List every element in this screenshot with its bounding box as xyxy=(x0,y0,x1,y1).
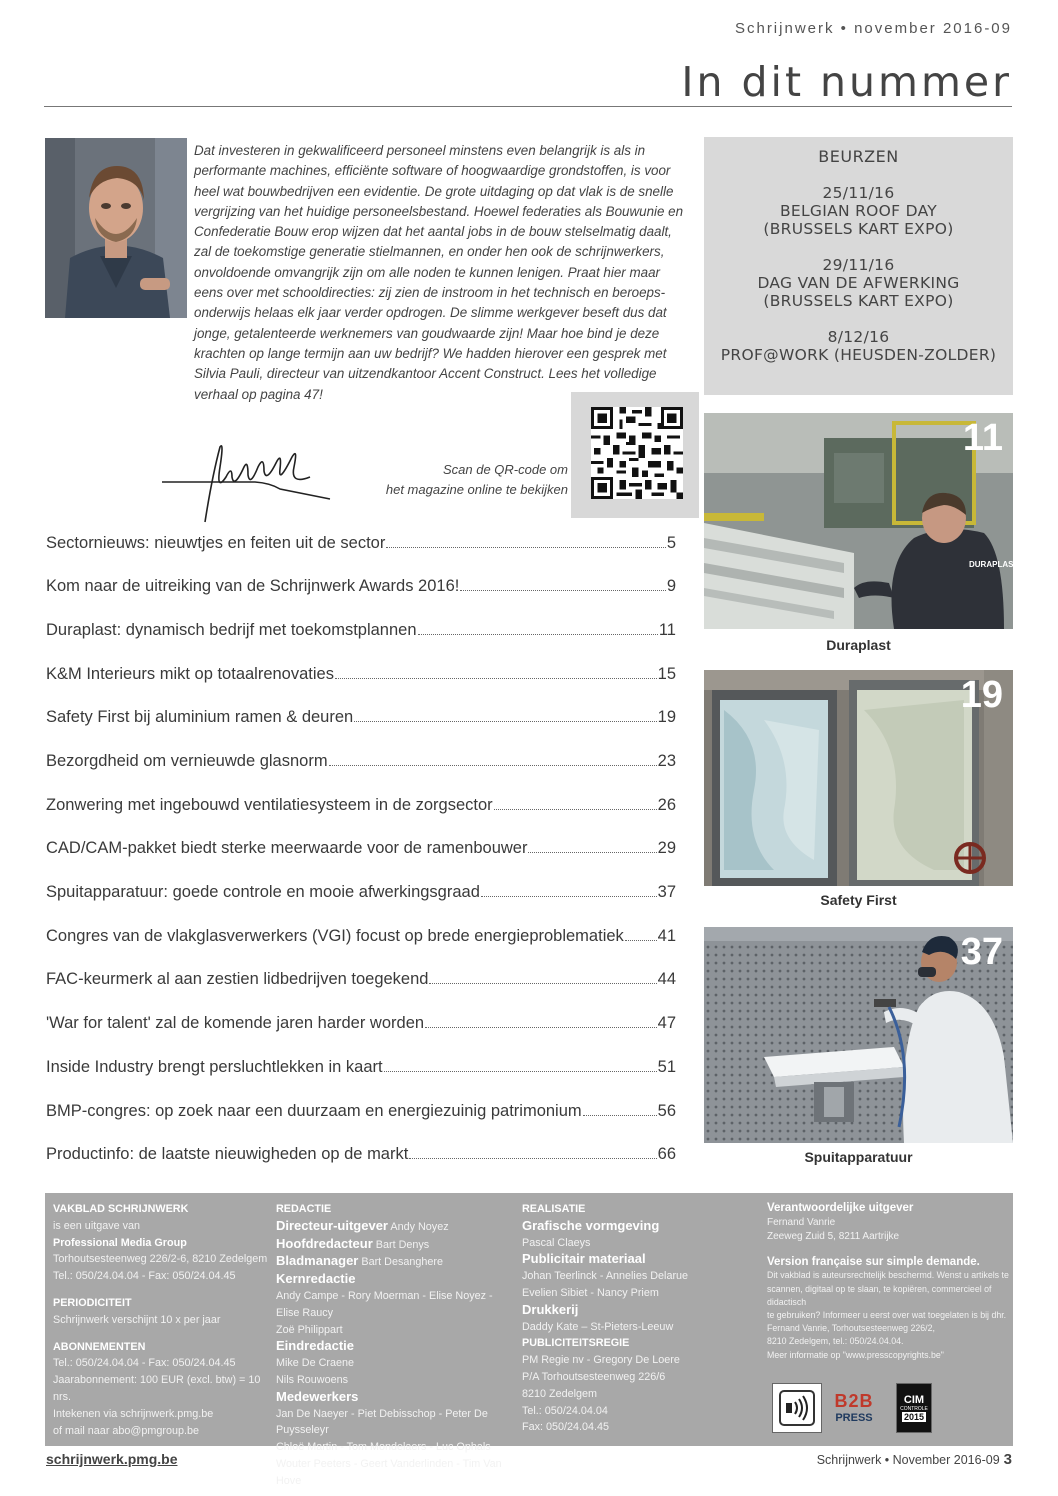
colophon-line: Torhoutsesteenweg 226/2-6, 8210 Zedelgem xyxy=(53,1253,268,1266)
toc-leader xyxy=(409,1158,656,1159)
colophon-line: Tel.: 050/24.04.04 - Fax: 050/24.04.45 xyxy=(53,1270,236,1283)
copyright-line: te gebruiken? Informeer u eerst over wat toegelaten is bij dhr. xyxy=(767,1309,1007,1320)
toc-title: Spuitapparatuur: goede controle en mooie afwerkingsgraad xyxy=(46,883,480,901)
toc-title: Kom naar de uitreiking van de Schrijnwerk Awards 2016! xyxy=(46,577,460,595)
toc-title: Congres van de vlakglasverwerkers (VGI) focust op brede energieproblematiek xyxy=(46,927,624,945)
role-name: Bart Desanghere xyxy=(361,1256,444,1269)
toc-title: Sectornieuws: nieuwtjes en feiten uit de sector xyxy=(46,534,386,552)
toc-title: Duraplast: dynamisch bedrijf met toekomstplannen xyxy=(46,621,417,639)
toc-page: 5 xyxy=(666,534,676,552)
role-name: Wouter Peeters - Geert Vanderlinden - Tim Van Hove xyxy=(276,1457,502,1487)
fairs-heading: BEURZEN xyxy=(818,147,899,166)
toc-page: 29 xyxy=(657,839,676,857)
role-name: Andy Noyez xyxy=(390,1220,449,1233)
b2b-text: B2B xyxy=(834,1390,874,1411)
toc-page: 56 xyxy=(657,1102,676,1120)
role-name: Andy Campe - Rory Moerman - Elise Noyez - Elise Raucy xyxy=(276,1289,493,1319)
toc-leader xyxy=(429,983,656,984)
role-name: Zoë Philippart xyxy=(276,1323,343,1336)
toc-title: Bezorgdheid om vernieuwde glasnorm xyxy=(46,752,328,770)
toc-page: 41 xyxy=(657,927,676,945)
toc-title: BMP-congres: op zoek naar een duurzaam en energiezuinig patrimonium xyxy=(46,1102,582,1120)
colophon-heading: PERIODICITEIT xyxy=(53,1296,132,1309)
toc-entry[interactable] xyxy=(46,789,676,815)
fair-name: BELGIAN ROOF DAY xyxy=(779,202,938,220)
cim-sub-text: CONTROLE xyxy=(900,1406,928,1412)
colophon-line: Schrijnwerk verschijnt 10 x per jaar xyxy=(53,1313,221,1326)
cim-logo xyxy=(896,1383,932,1433)
toc-entry[interactable] xyxy=(46,745,676,771)
page-title: In dit nummer xyxy=(681,58,1012,106)
toc-leader xyxy=(329,765,657,766)
fair-item xyxy=(704,256,1013,310)
role-name: Nils Rouwoens xyxy=(276,1373,349,1386)
colophon-line: Zeeweg Zuid 5, 8211 Aartrijke xyxy=(767,1231,900,1243)
toc-entry[interactable] xyxy=(46,920,676,946)
role-label: Medewerkers xyxy=(276,1388,359,1404)
safety-first-photo[interactable] xyxy=(704,670,1013,886)
toc-leader xyxy=(583,1115,657,1116)
colophon-line: P/A Torhoutsesteenweg 226/6 xyxy=(522,1370,666,1383)
photo-caption: Duraplast xyxy=(826,637,891,653)
colophon-line: Fernand Vanrie xyxy=(767,1216,836,1228)
toc-leader xyxy=(625,940,657,941)
fair-date: 8/12/16 xyxy=(827,328,890,346)
toc-leader xyxy=(384,1071,657,1072)
toc-title: Inside Industry brengt persluchtlekken in kaart xyxy=(46,1058,383,1076)
copyright-line: 8210 Zedelgem, tel.: 050/24.04.04. xyxy=(767,1336,904,1347)
photo-caption: Spuitapparatuur xyxy=(804,1149,913,1165)
qr-caption xyxy=(360,460,568,500)
photo-page-number: 37 xyxy=(960,931,1003,973)
toc-title: Zonwering met ingebouwd ventilatiesysteem in de zorgsector xyxy=(46,796,493,814)
toc-entry[interactable] xyxy=(46,527,676,553)
colophon-line: is een uitgave van xyxy=(53,1219,141,1232)
toc-entry[interactable] xyxy=(46,570,676,596)
toc-page: 44 xyxy=(657,970,676,988)
role-label: Drukkerij xyxy=(522,1301,579,1317)
fair-item xyxy=(704,184,1013,238)
toc-leader xyxy=(460,590,665,591)
colophon-line: Tel.: 050/24.04.04 xyxy=(522,1404,608,1417)
toc-entry[interactable] xyxy=(46,614,676,640)
photo-caption: Safety First xyxy=(820,892,897,908)
colophon-line: 8210 Zedelgem xyxy=(522,1387,598,1400)
colophon-editorial xyxy=(276,1201,514,1490)
toc-page: 9 xyxy=(666,577,676,595)
role-name: Pascal Claeys xyxy=(522,1236,591,1249)
toc-page: 51 xyxy=(657,1058,676,1076)
b2b-press-logo xyxy=(826,1383,882,1431)
press-copyright-logo xyxy=(772,1383,822,1433)
fairs-box xyxy=(704,137,1013,395)
cim-text: CIM xyxy=(903,1394,925,1406)
colophon-line: Tel.: 050/24.04.04 - Fax: 050/24.04.45 xyxy=(53,1357,236,1370)
role-name: Bart Denys xyxy=(375,1238,430,1251)
role-label: Kernredactie xyxy=(276,1271,356,1287)
toc-leader xyxy=(494,809,657,810)
toc-page: 66 xyxy=(657,1145,676,1163)
subscribe-link[interactable]: Intekenen via schrijnwerk.pmg.be xyxy=(53,1407,214,1420)
press-text: PRESS xyxy=(835,1411,873,1424)
qr-caption-line-1: Scan de QR-code om xyxy=(442,462,568,477)
footer-meta xyxy=(817,1451,1012,1468)
toc-leader xyxy=(418,634,658,635)
colophon-line: Jaarabonnement: 100 EUR (excl. btw) = 10 nrs. xyxy=(53,1374,261,1403)
toc-page: 37 xyxy=(657,883,676,901)
fair-name: DAG VAN DE AFWERKING xyxy=(757,274,960,292)
role-name: Jan De Naeyer - Piet Debisschop - Peter De Puysseleyr xyxy=(276,1407,488,1437)
toc-title: Safety First bij aluminium ramen & deuren xyxy=(46,708,354,726)
french-version-note: Version française sur simple demande. xyxy=(767,1255,980,1268)
publisher-name: Professional Media Group xyxy=(53,1236,187,1249)
toc-entry[interactable] xyxy=(46,876,676,902)
toc-leader xyxy=(425,1027,657,1028)
toc-title: Productinfo: de laatste nieuwigheden op de markt xyxy=(46,1145,409,1163)
qr-caption-line-2: het magazine online te bekijken xyxy=(385,482,568,497)
toc-leader xyxy=(528,852,656,853)
website-link[interactable]: schrijnwerk.pmg.be xyxy=(46,1451,178,1467)
toc-page: 47 xyxy=(657,1014,676,1032)
colophon-heading: Verantwoordelijke uitgever xyxy=(767,1202,914,1214)
shirt-text: DURAPLAST xyxy=(969,560,1019,569)
editorial-intro: Dat investeren in gekwalificeerd personeel minstens even belangrijk is als in performante machines, efficiënte software of hoogwaardige grondstoffen, is voor heel wat bouwbedrijven een evidentie. De grote uitdaging op dat vlak is de snelle vergrijzing van het huidige personeelsbestand. Hoewel federaties als Bouwunie en Confederatie Bouw erop wijzen dat het aantal jobs in de bouw stelselmatig daalt, zal de toekomstige generatie stielmannen, en onder hen ook de schrijnwerkers, onvoldoende omvangrijk zijn om alle noden te kunnen lenigen. Praat hier maar eens over met schooldirecties: zij zien de instroom in het technisch en beroeps-onderwijs helaas elk jaar verder opdrogen. De slimme werkgever beseft dus dat jonge, getalenteerde werknemers van goudwaarde zijn! Maar hoe bind je deze krachten op lange termijn aan uw bedrijf? We hadden hierover een gesprek met Silvia Pauli, directeur van uitzendkantoor Accent Construct. Lees het volledige verhaal op pagina 47! xyxy=(194,143,684,402)
toc-entry[interactable] xyxy=(46,701,676,727)
role-name: Evelien Sibiet - Nancy Priem xyxy=(522,1286,659,1299)
fair-item xyxy=(704,328,1013,364)
issue-meta: Schrijnwerk • november 2016-09 xyxy=(734,20,1012,37)
toc-page: 26 xyxy=(657,796,676,814)
header-divider xyxy=(44,106,1012,107)
toc-page: 11 xyxy=(658,621,676,639)
spuitapparatuur-photo[interactable] xyxy=(704,927,1013,1143)
role-name: Mike De Craene xyxy=(276,1357,355,1370)
toc-entry[interactable] xyxy=(46,1138,676,1164)
colophon-line: PM Regie nv - Gregory De Loere xyxy=(522,1354,680,1367)
cim-year: 2015 xyxy=(903,1412,925,1422)
role-label: Publicitair materiaal xyxy=(522,1251,646,1267)
role-label: Eindredactie xyxy=(276,1338,355,1354)
copyright-line: Fernand Vanrie, Torhoutsesteenweg 226/2, xyxy=(767,1323,935,1334)
fair-place: (BRUSSELS KART EXPO) xyxy=(763,292,954,310)
colophon-line: Fax: 050/24.04.45 xyxy=(522,1421,610,1434)
role-name: Johan Teerlinck - Annelies Delarue xyxy=(522,1270,689,1283)
colophon-heading: VAKBLAD SCHRIJNWERK xyxy=(53,1203,189,1215)
toc-page: 23 xyxy=(657,752,676,770)
qr-code[interactable] xyxy=(591,407,683,499)
toc-entry[interactable] xyxy=(46,1051,676,1077)
photo-page-number: 19 xyxy=(960,674,1003,716)
role-name: Chloë Martin - Tom Mondelaers - Luc Ophals xyxy=(276,1441,491,1454)
toc-entry[interactable] xyxy=(46,658,676,684)
toc-title: CAD/CAM-pakket biedt sterke meerwaarde voor de ramenbouwer xyxy=(46,839,528,857)
nfc-icon xyxy=(777,1388,817,1428)
toc-entry[interactable] xyxy=(46,963,676,989)
toc-entry[interactable] xyxy=(46,832,676,858)
toc-title: 'War for talent' zal de komende jaren harder worden xyxy=(46,1014,425,1032)
toc-leader xyxy=(354,721,656,722)
toc-title: K&M Interieurs mikt op totaalrenovaties xyxy=(46,665,334,683)
toc-page: 15 xyxy=(657,665,676,683)
role-label: Directeur-uitgever xyxy=(276,1217,388,1233)
toc-title: FAC-keurmerk al aan zestien lidbedrijven toegekend xyxy=(46,970,429,988)
fair-name: PROF@WORK (HEUSDEN-ZOLDER) xyxy=(720,346,997,364)
toc-leader xyxy=(386,547,665,548)
colophon-heading: REDACTIE xyxy=(276,1203,332,1215)
copyright-line: Meer informatie op "www.presscopyrights.be" xyxy=(767,1349,944,1360)
copyright-line: Dit vakblad is auteursrechtelijk beschermd. Wenst u artikels te xyxy=(767,1270,1009,1281)
toc-leader xyxy=(481,896,657,897)
toc-entry[interactable] xyxy=(46,1007,676,1033)
fair-place: (BRUSSELS KART EXPO) xyxy=(763,220,954,238)
editor-signature xyxy=(160,437,340,527)
role-label: Bladmanager xyxy=(276,1253,359,1269)
colophon-heading: PUBLICITEITSREGIE xyxy=(522,1337,630,1350)
editor-portrait xyxy=(45,138,187,318)
shirt-print xyxy=(967,553,1019,573)
colophon-responsible xyxy=(767,1201,1009,1362)
colophon-heading: REALISATIE xyxy=(522,1203,586,1215)
footer-issue: Schrijnwerk • November 2016-09 xyxy=(816,1453,1000,1467)
role-name: Daddy Kate – St-Pieters-Leeuw xyxy=(522,1320,674,1333)
toc-page: 19 xyxy=(657,708,676,726)
toc-entry[interactable] xyxy=(46,1095,676,1121)
role-label: Grafische vormgeving xyxy=(522,1217,660,1233)
page-number: 3 xyxy=(1003,1451,1012,1468)
fair-date: 29/11/16 xyxy=(822,256,895,274)
toc-leader xyxy=(335,678,657,679)
subscribe-email-link[interactable]: of mail naar abo@pmgroup.be xyxy=(53,1424,200,1437)
colophon-heading: ABONNEMENTEN xyxy=(53,1340,146,1353)
copyright-line: scannen, digitaal op te slaan, te kopiëren, commercieel of didactisch xyxy=(767,1283,992,1307)
duraplast-photo[interactable] xyxy=(704,413,1019,629)
fair-date: 25/11/16 xyxy=(822,184,895,202)
role-label: Hoofdredacteur xyxy=(276,1235,373,1251)
colophon-production xyxy=(522,1201,757,1436)
photo-page-number: 11 xyxy=(962,417,1003,459)
colophon-publisher xyxy=(53,1201,268,1439)
